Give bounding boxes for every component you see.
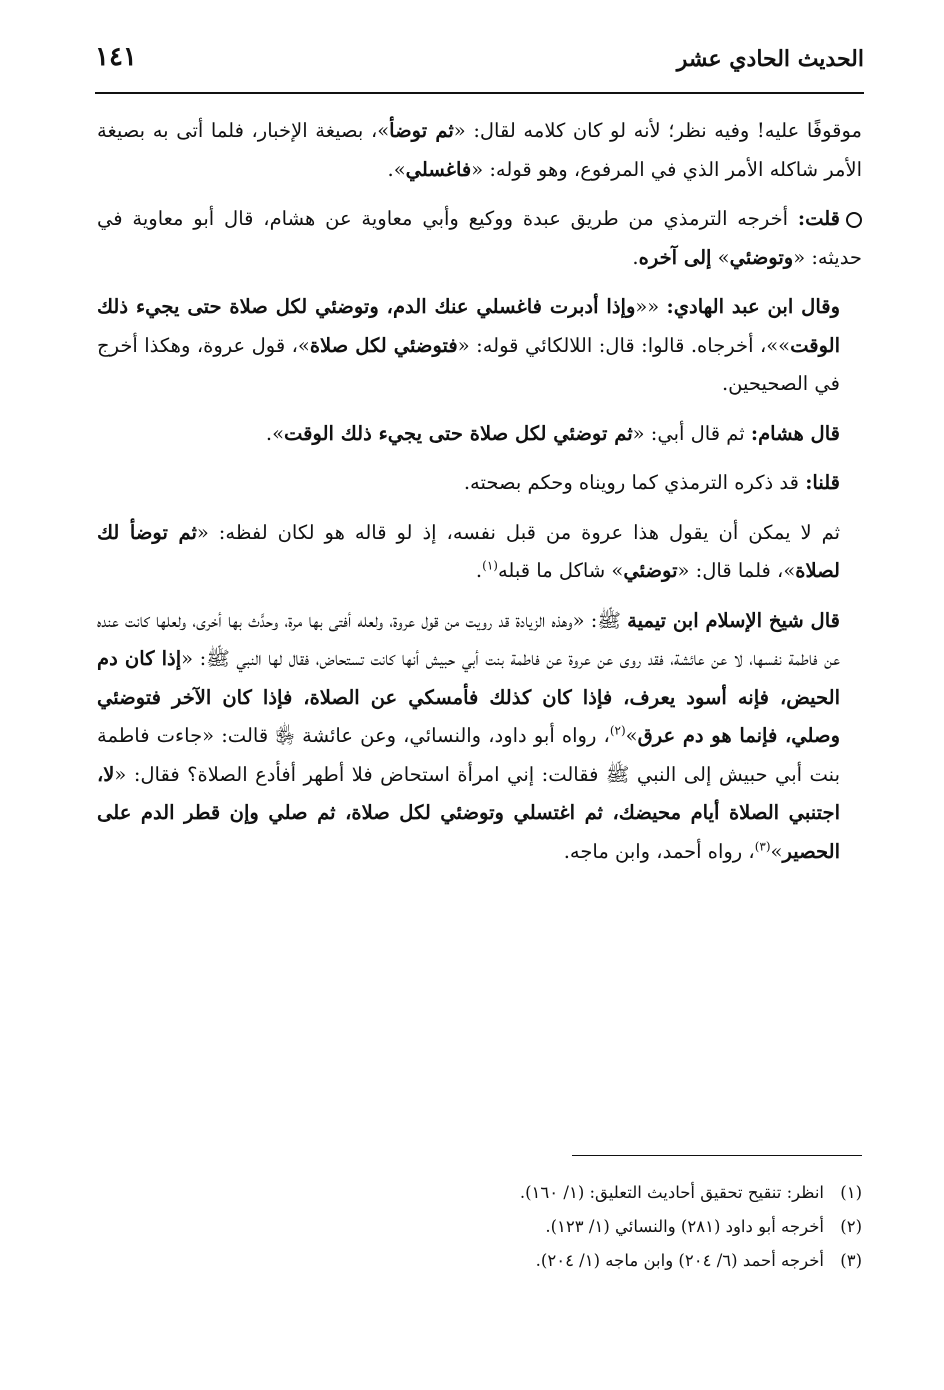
circle-bullet-icon [846, 212, 862, 228]
page-body [97, 112, 862, 882]
footnote-ref-2: (٢) [609, 723, 626, 738]
footnotes [97, 1176, 862, 1278]
footnote: (٢)أخرجه أبو داود (٢٨١) والنسائي (١/ ١٢٣). [545, 1217, 862, 1236]
page-header [95, 38, 864, 88]
paragraph-4: قال هشام: ثم قال أبي: «ثم توضئي لكل صلاة حتى يجيء ذلك الوقت». [265, 421, 840, 445]
paragraph-2: قلت: أخرجه الترمذي من طريق عبدة ووكيع وأبي معاوية عن هشام، قال أبو معاوية في حديثه: «وتوضئي» إلى آخره. [97, 207, 862, 269]
header-divider [95, 92, 864, 94]
paragraph-7: قال شيخ الإسلام ابن تيمية ﷺ: «وهذه الزيادة قد رويت من قول عروة، ولعله أفتى بها مرة، وحدَّث بها أخرى، ولعلها كانت عنده عن فاطمة نفسها، لا عن عائشة، فقد روى عن عروة عن فاطمة بنت أبي حبيش أنها كانت تستحاض، فقال لها النبي ﷺ: «إذا كان دم الحيض، فإنه أسود يعرف، فإذا كان كذلك فأمسكي عن الصلاة، فإذا كان الآخر فتوضئي وصلي، فإنما هو دم عرق»$^{(٢)}$، رواه أبو داود، والنسائي، وعن عائشة ﵂ قالت: «جاءت فاطمة بنت أبي حبيش إلى النبي ﷺ فقالت: إني امرأة استحاض فلا أطهر أفأدع الصلاة؟ فقال: «لا، اجتنبي الصلاة أيام محيضك، ثم اغتسلي وتوضئي لكل صلاة، ثم صلي وإن قطر الدم على الحصير»$^{(٣)}$، رواه أحمد، وابن ماجه. [97, 608, 840, 863]
footnote: (٣)أخرجه أحمد (٦/ ٢٠٤) وابن ماجه (١/ ٢٠٤). [535, 1251, 862, 1270]
footnote-ref-3: (٣) [754, 839, 771, 853]
paragraph-6: ثم لا يمكن أن يقول هذا عروة من قبل نفسه، إذ لو قاله هو لكان لفظه: «ثم توضأ لك لصلاة»، فلما قال: «توضئي» شاكل ما قبله$^{(١)}$. [97, 520, 841, 582]
footnote-divider [572, 1155, 862, 1156]
footnote: (١)انظر: تنقيح تحقيق أحاديث التعليق: (١/ ١٦٠). [519, 1183, 862, 1202]
paragraph-5: قلنا: قد ذكره الترمذي كما رويناه وحكم بصحته. [463, 471, 840, 494]
footnote-ref-1: (١) [482, 558, 498, 573]
paragraph-3: وقال ابن عبد الهادي: ««وإذا أدبرت فاغسلي عنك الدم، وتوضئي لكل صلاة حتى يجيء ذلك الوقت»»، أخرجاه. قالوا: قال: اللالكائي قوله: «فتوضئي لكل صلاة»، قول عروة، وهكذا أخرج في الصحيحين. [97, 295, 841, 395]
paragraph-1: موقوفًا عليه! وفيه نظر؛ لأنه لو كان كلامه لقال: «ثم توضأ»، بصيغة الإخبار، فلما أتى به بصيغة الأمر شاكله الأمر الذي في المرفوع، وهو قوله: «فاغسلي». [97, 119, 862, 181]
page-number: ١٤١ [95, 42, 137, 72]
running-title: الحديث الحادي عشر [676, 46, 864, 72]
